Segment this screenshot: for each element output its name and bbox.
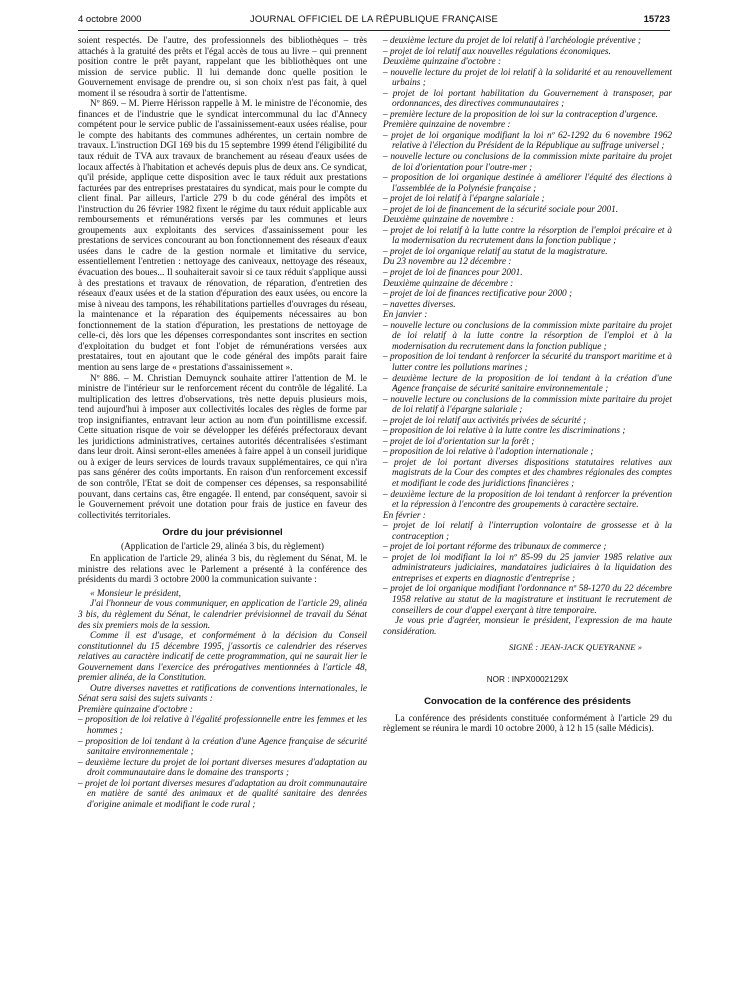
list-item: – nouvelle lecture ou conclusions de la commission mixte paritaire du projet de loi d'orientation pour l'outre-mer ;: [383, 152, 672, 173]
section-subtitle: (Application de l'article 29, alinéa 3 bis, du règlement): [120, 541, 325, 552]
list-item: – projet de loi relatif à l'interruption volontaire de grossesse et à la contraception ;: [383, 521, 672, 542]
list-item: – projet de loi de financement de la sécurité sociale pour 2001.: [383, 204, 619, 215]
header-date: 4 octobre 2000: [78, 14, 142, 25]
left-column: [78, 36, 367, 810]
letter-paragraph-2: Comme il est d'usage, et conformément à la décision du Conseil constitutionnel du 15 décembre 1995, j'assortis ce calendrier des réserves relatives au caractère indicatif de cette programmation, qui ne saurait lier le Gouvernement dans l'exercice des prérogatives mentionnées à l'article 48, premier alinéa, de la Constitution.: [78, 631, 367, 684]
period-heading: Deuxième quinzaine d'octobre :: [383, 57, 502, 68]
list-item: – projet de loi portant réforme des tribunaux de commerce ;: [383, 542, 607, 553]
list-item: – deuxième lecture de la proposition de loi tendant à la création d'une Agence française de sécurité sanitaire environnementale ;: [383, 373, 672, 395]
list-item: – nouvelle lecture ou conclusions de la commission mixte paritaire du projet de loi relatif à l'épargne salariale ;: [383, 394, 672, 416]
salutation: « Monsieur le président,: [90, 588, 181, 599]
list-item: – proposition de loi relative à la lutte contre les discriminations ;: [383, 426, 626, 437]
convocation-title: Convocation de la conférence des présidents: [424, 696, 631, 708]
period-heading: Du 23 novembre au 12 décembre :: [383, 257, 512, 268]
convocation-text: La conférence des présidents constituée conformément à l'article 29 du règlement se réunira le mardi 10 octobre 2000, à 12 h 15 (salle Médicis).: [383, 713, 672, 735]
closing-formula: Je vous prie d'agréer, monsieur le président, l'expression de ma haute considération.: [383, 616, 672, 637]
list-item: – nouvelle lecture du projet de loi relatif à la solidarité et au renouvellement urbains ;: [383, 67, 672, 89]
list-item: – projet de loi relatif à la lutte contre la résorption de l'emploi précaire et à la modernisation du recrutement dans la fonction publique ;: [383, 225, 672, 247]
list-item: – projet de loi portant habilitation du Gouvernement à transposer, par ordonnances, des directives communautaires ;: [383, 88, 672, 110]
list-item: – proposition de loi relative à l'adoption internationale ;: [383, 447, 594, 458]
list-item: – projet de loi modifiant la loi nº 85-99 du 25 janvier 1985 relative aux administrateurs judiciaires, mandataires judiciaires à la liquidation des entreprises et experts en diagnostic d'entreprise ;: [383, 552, 672, 584]
nor-reference: NOR : INPX0002129X: [486, 674, 569, 684]
list-item: – projet de loi organique modifiant l'ordonnance nº 58-1270 du 22 décembre 1958 relative au statut de la magistrature et instituant le recrutement de conseillers de cour d'appel exerçant à titre temporaire.: [383, 584, 672, 616]
section-title: Ordre du jour prévisionnel: [162, 527, 283, 539]
header-page-number: 15723: [643, 14, 670, 25]
list-item: – projet de loi organique relatif au statut de la magistrature.: [383, 246, 608, 257]
list-item: – proposition de loi tendant à la création d'une Agence française de sécurité sanitaire environnementale ;: [78, 736, 367, 758]
list-item: – deuxième lecture du projet de loi relatif à l'archéologie préventive ;: [383, 36, 641, 46]
letter-paragraph-3: Outre diverses navettes et ratifications de conventions internationales, le Sénat sera saisi des sujets suivants :: [78, 683, 367, 705]
period-heading: Première quinzaine de novembre :: [383, 120, 511, 131]
signature: SIGNÉ : JEAN-JACK QUEYRANNE »: [508, 642, 642, 653]
letter-paragraph-1: J'ai l'honneur de vous communiquer, en application de l'article 29, alinéa 3 bis, du règlement du Sénat, le calendrier prévisionnel de travail du Sénat des six premiers mois de la session.: [78, 599, 367, 631]
header-journal-title: JOURNAL OFFICIEL DE LA RÉPUBLIQUE FRANÇAISE: [249, 14, 499, 25]
list-item: – proposition de loi tendant à renforcer la sécurité du transport maritime et à lutter contre les pollutions marines ;: [383, 352, 672, 373]
page-header: [78, 14, 670, 28]
period-heading: En février :: [383, 510, 426, 521]
list-item: – projet de loi portant diverses mesures d'adaptation au droit communautaire en matière de santé des animaux et de qualité sanitaire des denrées d'origine animale et modifiant le code rural ;: [78, 778, 367, 810]
list-item: – deuxième lecture du projet de loi portant diverses mesures d'adaptation au droit communautaire dans le domaine des transports ;: [78, 757, 367, 779]
list-item: – projet de loi organique modifiant la loi nº 62-1292 du 6 novembre 1962 relative à l'élection du Président de la République au suffrage universel ;: [383, 130, 672, 152]
period-heading: Deuxième quinzaine de novembre :: [383, 215, 514, 226]
list-item: – deuxième lecture de la proposition de loi tendant à renforcer la prévention et la répression à l'encontre des groupements à caractère sectaire.: [383, 489, 672, 511]
communication-intro: En application de l'article 29, alinéa 3 bis, du règlement du Sénat, M. le ministre des relations avec le Parlement a présenté à la conférence des présidents du mardi 3 octobre 2000 la communication suivante :: [78, 554, 367, 586]
list-item: – projet de loi de finances rectificative pour 2000 ;: [383, 289, 573, 300]
right-column: [383, 36, 672, 735]
question-886: Nº 886. – M. Christian Demuynck souhaite attirer l'attention de M. le ministre de l'intérieur sur le renforcement récent du contrôle de légalité. La multiplication des lettres d'observations, très nette depuis plusieurs mois, tend aujourd'hui à imposer aux collectivités locales des règles de forme par trop insignifiantes, entravant leur action au nom d'un pointillisme excessif. Cette situation risque de voir se développer les déférés préfectoraux devant les juridictions administratives, certaines autorités décentralisées s'estimant dans leur droit. Ainsi seront-elles amenées à faire appel à un conseil juridique ou à exiger de leurs services de lourds travaux supplémentaires, ce qui n'ira pas sans générer des coûts importants. En raison d'un renforcement excessif de son contrôle, l'Etat se doit de compenser ces dépenses, sa responsabilité pouvant, dans certains cas, être engagée. Il entend, par conséquent, savoir si le Gouvernement prévoit une dotation pour frais de justice en faveur des collectivités territoriales.: [78, 373, 367, 521]
list-item: – projet de loi portant diverses dispositions statutaires relatives aux magistrats de la Cour des comptes et des chambres régionales des comptes et modifiant le code des juridictions financières ;: [383, 457, 672, 489]
paragraph-bibliotheques: soient respectés. De l'autre, des professionnels des bibliothèques – très attachés à la gratuité des prêts et l'égal accès de tous au livre – qui prennent position contre le prêt payant, rappelant que les bibliothèques ont une mission de service public. Il lui demande donc quelle position le Gouvernement envisage de prendre ou, si son choix n'est pas fait, à quel moment il se résoudra à sortir de l'attentisme.: [78, 36, 367, 99]
list-item: – projet de loi d'orientation sur la forêt ;: [383, 436, 535, 447]
list-item: – proposition de loi organique destinée à améliorer l'équité des élections à l'assemblée de la Polynésie française ;: [383, 173, 672, 194]
list-item: – projet de loi de finances pour 2001.: [383, 268, 523, 279]
list-item: – navettes diverses.: [383, 299, 456, 310]
period-heading: Première quinzaine d'octobre :: [78, 704, 193, 715]
list-item: – proposition de loi relative à l'égalité professionnelle entre les femmes et les hommes ;: [78, 715, 367, 736]
list-item: – projet de loi relatif à l'épargne salariale ;: [383, 194, 545, 205]
list-item: – projet de loi relatif aux nouvelles régulations économiques.: [383, 46, 611, 57]
period-heading: Deuxième quinzaine de décembre :: [383, 278, 514, 289]
period-heading: En janvier :: [383, 310, 428, 321]
list-item: – projet de loi relatif aux activités privées de sécurité ;: [383, 415, 587, 426]
header-rule: [78, 30, 670, 31]
question-869: Nº 869. – M. Pierre Hérisson rappelle à M. le ministre de l'économie, des finances et de l'industrie que le syndicat intercommunal du lac d'Annecy compétent pour le service public de l'assainissement-eaux usées réalise, pour le compte des habitants des communes adhérentes, un certain nombre de travaux. L'instruction DGI 169 bis du 15 septembre 1999 étend l'éligibilité du taux réduit de TVA aux travaux de branchement au réseau d'eaux usées de locaux affectés à l'habitation et achevés depuis plus de deux ans. Ce syndicat, qu'il préside, applique cette disposition avec le taux réduit aux prestations facturées par des entreprises prestataires du syndicat, mais pour le compte du client final. Par ailleurs, l'article 279 b du code général des impôts et l'instruction du 26 février 1982 fixent le régime du taux réduit applicable aux remboursements et rémunérations versés par les communes et leurs groupements aux exploitants des services d'assainissement pour les prestations de services concourant au bon fonctionnement des réseaux d'eaux usées dans le cadre de la gestion normale et limitative du service, essentiellement l'entretien : nettoyage des caniveaux, nettoyage des réseaux, évacuation des boues... Il souhaiterait savoir si ce taux réduit s'applique aussi à des prestations et travaux de rénovation, de réparation, d'entretien des réseaux d'eaux usées et de la station d'épuration des eaux usées, ou encore la mise à niveau des tampons, les réhabilitations partielles d'ouvrages du réseau, la maintenance et la réparation des équipements nécessaires au bon fonctionnement de la station d'épuration, les prestations de nettoyage de celle-ci, dès lors que les dépenses correspondantes sont inscrites en section d'exploitation du budget et font l'objet de rémunérations versées aux prestataires, tout en ajoutant que le code général des impôts parait faire mention au sens large de « prestations d'assainissement ».: [78, 99, 367, 373]
list-item: – première lecture de la proposition de loi sur la contraception d'urgence.: [383, 109, 658, 120]
list-item: – nouvelle lecture ou conclusions de la commission mixte paritaire du projet de loi relatif à la lutte contre la résorption de l'emploi et à la modernisation du recrutement dans la fonction publique ;: [383, 320, 672, 352]
